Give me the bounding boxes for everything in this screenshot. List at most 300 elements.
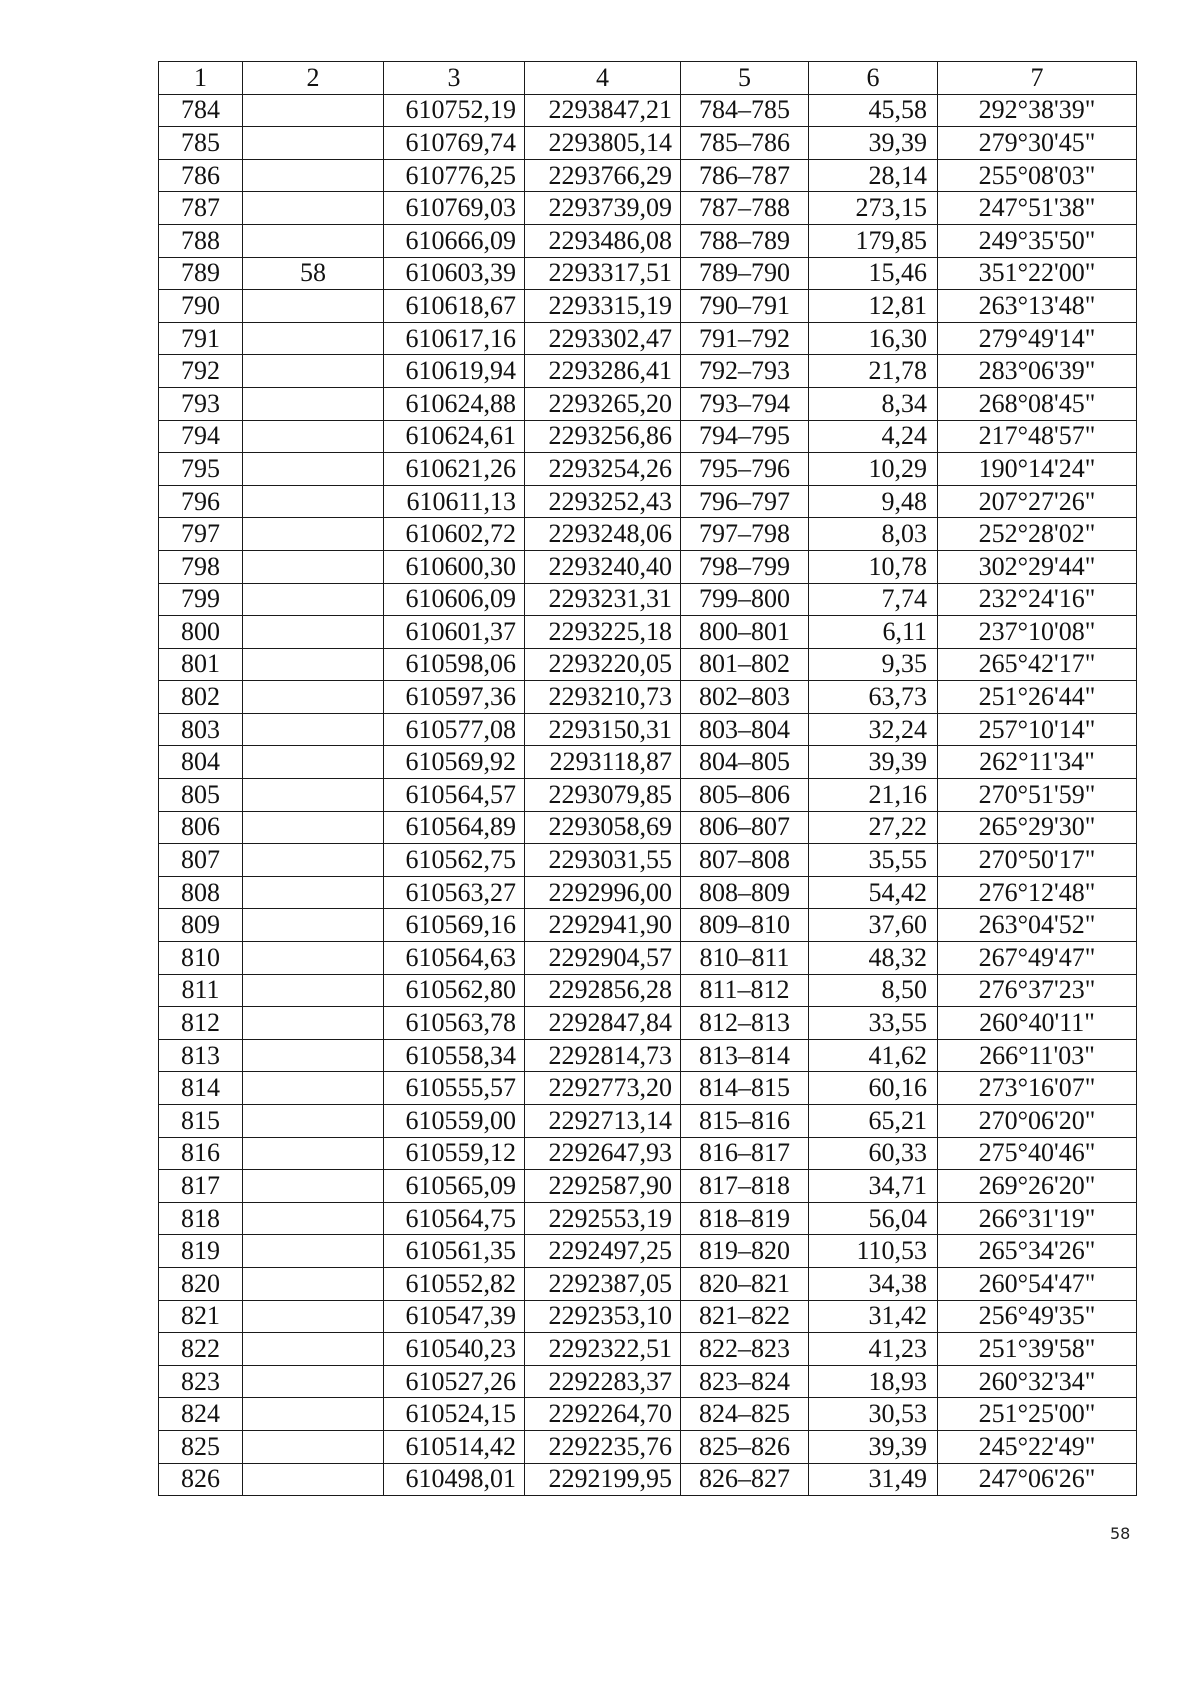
cell-coordinate-y: 2293252,43 (525, 485, 681, 518)
cell-line-segment: 802–803 (681, 681, 809, 714)
table-row (159, 713, 1137, 746)
cell-section-number (243, 942, 384, 975)
table-row (159, 257, 1137, 290)
cell-section-number (243, 1463, 384, 1496)
cell-bearing-angle: 302°29'44" (938, 550, 1137, 583)
cell-segment-length: 31,42 (809, 1300, 938, 1333)
table-row (159, 746, 1137, 779)
cell-bearing-angle: 265°29'30" (938, 811, 1137, 844)
cell-coordinate-x: 610776,25 (384, 159, 525, 192)
cell-segment-length: 35,55 (809, 844, 938, 877)
cell-bearing-angle: 256°49'35" (938, 1300, 1137, 1333)
cell-coordinate-y: 2292647,93 (525, 1137, 681, 1170)
column-header: 2 (243, 62, 384, 95)
cell-segment-length: 12,81 (809, 290, 938, 323)
cell-bearing-angle: 269°26'20" (938, 1170, 1137, 1203)
cell-section-number (243, 1430, 384, 1463)
cell-coordinate-x: 610611,13 (384, 485, 525, 518)
cell-coordinate-y: 2293254,26 (525, 453, 681, 486)
cell-point-number: 806 (159, 811, 243, 844)
cell-bearing-angle: 263°04'52" (938, 909, 1137, 942)
cell-segment-length: 39,39 (809, 127, 938, 160)
table-row (159, 1235, 1137, 1268)
cell-line-segment: 820–821 (681, 1267, 809, 1300)
cell-coordinate-x: 610621,26 (384, 453, 525, 486)
cell-bearing-angle: 260°32'34" (938, 1365, 1137, 1398)
cell-bearing-angle: 268°08'45" (938, 387, 1137, 420)
cell-coordinate-x: 610569,16 (384, 909, 525, 942)
cell-bearing-angle: 279°49'14" (938, 322, 1137, 355)
table-row (159, 94, 1137, 127)
cell-coordinate-y: 2293286,41 (525, 355, 681, 388)
cell-point-number: 789 (159, 257, 243, 290)
cell-bearing-angle: 255°08'03" (938, 159, 1137, 192)
cell-coordinate-x: 610666,09 (384, 224, 525, 257)
cell-coordinate-y: 2293220,05 (525, 648, 681, 681)
cell-coordinate-x: 610769,74 (384, 127, 525, 160)
cell-segment-length: 65,21 (809, 1105, 938, 1138)
cell-section-number (243, 779, 384, 812)
cell-segment-length: 48,32 (809, 942, 938, 975)
cell-point-number: 801 (159, 648, 243, 681)
cell-section-number (243, 876, 384, 909)
column-header: 4 (525, 62, 681, 95)
cell-bearing-angle: 267°49'47" (938, 942, 1137, 975)
cell-line-segment: 796–797 (681, 485, 809, 518)
cell-segment-length: 8,03 (809, 518, 938, 551)
cell-coordinate-x: 610577,08 (384, 713, 525, 746)
cell-section-number (243, 550, 384, 583)
cell-line-segment: 808–809 (681, 876, 809, 909)
cell-coordinate-y: 2293225,18 (525, 616, 681, 649)
cell-section-number (243, 192, 384, 225)
cell-coordinate-x: 610600,30 (384, 550, 525, 583)
cell-line-segment: 801–802 (681, 648, 809, 681)
cell-point-number: 798 (159, 550, 243, 583)
cell-point-number: 824 (159, 1398, 243, 1431)
cell-bearing-angle: 275°40'46" (938, 1137, 1137, 1170)
cell-section-number (243, 224, 384, 257)
cell-line-segment: 806–807 (681, 811, 809, 844)
column-header: 5 (681, 62, 809, 95)
cell-coordinate-y: 2293315,19 (525, 290, 681, 323)
table-row (159, 1430, 1137, 1463)
cell-point-number: 791 (159, 322, 243, 355)
cell-coordinate-y: 2293210,73 (525, 681, 681, 714)
cell-point-number: 802 (159, 681, 243, 714)
cell-segment-length: 34,38 (809, 1267, 938, 1300)
table-row (159, 322, 1137, 355)
cell-point-number: 803 (159, 713, 243, 746)
cell-section-number (243, 648, 384, 681)
cell-coordinate-y: 2292497,25 (525, 1235, 681, 1268)
cell-coordinate-x: 610555,57 (384, 1072, 525, 1105)
cell-coordinate-x: 610564,89 (384, 811, 525, 844)
table-row (159, 1333, 1137, 1366)
cell-bearing-angle: 237°10'08" (938, 616, 1137, 649)
cell-coordinate-x: 610624,61 (384, 420, 525, 453)
table-row (159, 1398, 1137, 1431)
cell-coordinate-x: 610619,94 (384, 355, 525, 388)
column-header: 6 (809, 62, 938, 95)
cell-coordinate-x: 610563,27 (384, 876, 525, 909)
cell-section-number (243, 1072, 384, 1105)
cell-coordinate-y: 2293231,31 (525, 583, 681, 616)
cell-segment-length: 8,34 (809, 387, 938, 420)
cell-section-number (243, 1235, 384, 1268)
table-row (159, 159, 1137, 192)
cell-segment-length: 34,71 (809, 1170, 938, 1203)
cell-bearing-angle: 273°16'07" (938, 1072, 1137, 1105)
cell-line-segment: 807–808 (681, 844, 809, 877)
table-row (159, 648, 1137, 681)
table-row (159, 1137, 1137, 1170)
cell-coordinate-y: 2293486,08 (525, 224, 681, 257)
cell-line-segment: 815–816 (681, 1105, 809, 1138)
cell-bearing-angle: 245°22'49" (938, 1430, 1137, 1463)
cell-section-number (243, 909, 384, 942)
cell-bearing-angle: 249°35'50" (938, 224, 1137, 257)
cell-point-number: 819 (159, 1235, 243, 1268)
cell-coordinate-y: 2292235,76 (525, 1430, 681, 1463)
cell-bearing-angle: 262°11'34" (938, 746, 1137, 779)
cell-section-number (243, 1137, 384, 1170)
cell-coordinate-x: 610565,09 (384, 1170, 525, 1203)
cell-point-number: 792 (159, 355, 243, 388)
cell-coordinate-x: 610752,19 (384, 94, 525, 127)
cell-line-segment: 788–789 (681, 224, 809, 257)
table-row (159, 192, 1137, 225)
cell-segment-length: 31,49 (809, 1463, 938, 1496)
cell-section-number (243, 355, 384, 388)
cell-segment-length: 63,73 (809, 681, 938, 714)
cell-section-number (243, 420, 384, 453)
cell-bearing-angle: 283°06'39" (938, 355, 1137, 388)
cell-coordinate-x: 610603,39 (384, 257, 525, 290)
cell-coordinate-x: 610514,42 (384, 1430, 525, 1463)
cell-point-number: 786 (159, 159, 243, 192)
cell-section-number (243, 322, 384, 355)
cell-coordinate-y: 2292283,37 (525, 1365, 681, 1398)
cell-bearing-angle: 251°26'44" (938, 681, 1137, 714)
cell-line-segment: 824–825 (681, 1398, 809, 1431)
cell-coordinate-x: 610562,75 (384, 844, 525, 877)
cell-segment-length: 60,16 (809, 1072, 938, 1105)
cell-bearing-angle: 276°37'23" (938, 974, 1137, 1007)
cell-segment-length: 54,42 (809, 876, 938, 909)
table-row (159, 942, 1137, 975)
cell-segment-length: 39,39 (809, 1430, 938, 1463)
table-row (159, 518, 1137, 551)
column-header: 7 (938, 62, 1137, 95)
cell-coordinate-x: 610564,57 (384, 779, 525, 812)
cell-section-number (243, 1039, 384, 1072)
cell-section-number (243, 94, 384, 127)
cell-point-number: 822 (159, 1333, 243, 1366)
column-header: 1 (159, 62, 243, 95)
cell-segment-length: 45,58 (809, 94, 938, 127)
table-row (159, 1039, 1137, 1072)
table-row (159, 1300, 1137, 1333)
cell-bearing-angle: 351°22'00" (938, 257, 1137, 290)
cell-line-segment: 812–813 (681, 1007, 809, 1040)
cell-line-segment: 823–824 (681, 1365, 809, 1398)
cell-point-number: 794 (159, 420, 243, 453)
cell-bearing-angle: 279°30'45" (938, 127, 1137, 160)
cell-line-segment: 821–822 (681, 1300, 809, 1333)
cell-coordinate-x: 610564,75 (384, 1202, 525, 1235)
table-row (159, 1170, 1137, 1203)
cell-coordinate-y: 2293317,51 (525, 257, 681, 290)
cell-coordinate-y: 2293739,09 (525, 192, 681, 225)
cell-coordinate-x: 610597,36 (384, 681, 525, 714)
cell-line-segment: 814–815 (681, 1072, 809, 1105)
cell-segment-length: 10,29 (809, 453, 938, 486)
cell-segment-length: 30,53 (809, 1398, 938, 1431)
cell-coordinate-y: 2293766,29 (525, 159, 681, 192)
table-row (159, 550, 1137, 583)
table-row (159, 583, 1137, 616)
column-header: 3 (384, 62, 525, 95)
cell-coordinate-y: 2293256,86 (525, 420, 681, 453)
cell-coordinate-x: 610559,00 (384, 1105, 525, 1138)
cell-segment-length: 16,30 (809, 322, 938, 355)
cell-section-number (243, 1170, 384, 1203)
cell-coordinate-x: 610606,09 (384, 583, 525, 616)
cell-section-number (243, 1300, 384, 1333)
cell-bearing-angle: 190°14'24" (938, 453, 1137, 486)
cell-segment-length: 6,11 (809, 616, 938, 649)
cell-coordinate-y: 2292553,19 (525, 1202, 681, 1235)
cell-coordinate-y: 2292387,05 (525, 1267, 681, 1300)
cell-line-segment: 810–811 (681, 942, 809, 975)
table-body (159, 62, 1137, 1496)
cell-bearing-angle: 232°24'16" (938, 583, 1137, 616)
cell-segment-length: 8,50 (809, 974, 938, 1007)
table-row (159, 453, 1137, 486)
cell-bearing-angle: 270°06'20" (938, 1105, 1137, 1138)
cell-coordinate-y: 2292847,84 (525, 1007, 681, 1040)
cell-line-segment: 819–820 (681, 1235, 809, 1268)
cell-coordinate-x: 610552,82 (384, 1267, 525, 1300)
cell-line-segment: 822–823 (681, 1333, 809, 1366)
cell-section-number (243, 453, 384, 486)
cell-coordinate-x: 610559,12 (384, 1137, 525, 1170)
cell-point-number: 787 (159, 192, 243, 225)
cell-point-number: 807 (159, 844, 243, 877)
cell-point-number: 814 (159, 1072, 243, 1105)
cell-line-segment: 803–804 (681, 713, 809, 746)
cell-coordinate-y: 2293079,85 (525, 779, 681, 812)
cell-segment-length: 9,35 (809, 648, 938, 681)
cell-section-number (243, 485, 384, 518)
cell-line-segment: 789–790 (681, 257, 809, 290)
cell-coordinate-y: 2293302,47 (525, 322, 681, 355)
table-row (159, 355, 1137, 388)
cell-segment-length: 273,15 (809, 192, 938, 225)
cell-coordinate-x: 610498,01 (384, 1463, 525, 1496)
cell-section-number (243, 974, 384, 1007)
cell-coordinate-y: 2293150,31 (525, 713, 681, 746)
table-row (159, 876, 1137, 909)
cell-bearing-angle: 251°25'00" (938, 1398, 1137, 1431)
cell-point-number: 784 (159, 94, 243, 127)
cell-coordinate-x: 610558,34 (384, 1039, 525, 1072)
cell-bearing-angle: 276°12'48" (938, 876, 1137, 909)
cell-coordinate-x: 610602,72 (384, 518, 525, 551)
cell-section-number (243, 159, 384, 192)
cell-segment-length: 27,22 (809, 811, 938, 844)
cell-point-number: 785 (159, 127, 243, 160)
cell-point-number: 795 (159, 453, 243, 486)
cell-line-segment: 784–785 (681, 94, 809, 127)
cell-point-number: 826 (159, 1463, 243, 1496)
cell-line-segment: 805–806 (681, 779, 809, 812)
cell-section-number (243, 1365, 384, 1398)
cell-line-segment: 799–800 (681, 583, 809, 616)
cell-line-segment: 800–801 (681, 616, 809, 649)
table-row (159, 779, 1137, 812)
cell-segment-length: 18,93 (809, 1365, 938, 1398)
cell-segment-length: 7,74 (809, 583, 938, 616)
cell-point-number: 800 (159, 616, 243, 649)
cell-coordinate-y: 2292773,20 (525, 1072, 681, 1105)
cell-coordinate-y: 2292322,51 (525, 1333, 681, 1366)
cell-section-number (243, 1202, 384, 1235)
table-row (159, 909, 1137, 942)
cell-point-number: 811 (159, 974, 243, 1007)
cell-coordinate-y: 2292199,95 (525, 1463, 681, 1496)
cell-coordinate-x: 610561,35 (384, 1235, 525, 1268)
cell-coordinate-y: 2293847,21 (525, 94, 681, 127)
cell-segment-length: 21,78 (809, 355, 938, 388)
cell-point-number: 816 (159, 1137, 243, 1170)
cell-line-segment: 811–812 (681, 974, 809, 1007)
coordinates-table-container (158, 61, 1136, 1496)
cell-point-number: 825 (159, 1430, 243, 1463)
cell-bearing-angle: 207°27'26" (938, 485, 1137, 518)
cell-bearing-angle: 247°51'38" (938, 192, 1137, 225)
cell-section-number (243, 290, 384, 323)
cell-point-number: 796 (159, 485, 243, 518)
table-row (159, 485, 1137, 518)
cell-section-number (243, 518, 384, 551)
cell-section-number (243, 616, 384, 649)
table-row (159, 1365, 1137, 1398)
cell-section-number (243, 1398, 384, 1431)
cell-coordinate-y: 2292904,57 (525, 942, 681, 975)
cell-point-number: 823 (159, 1365, 243, 1398)
cell-coordinate-x: 610598,06 (384, 648, 525, 681)
cell-coordinate-y: 2293031,55 (525, 844, 681, 877)
cell-coordinate-x: 610547,39 (384, 1300, 525, 1333)
cell-coordinate-y: 2292353,10 (525, 1300, 681, 1333)
cell-point-number: 817 (159, 1170, 243, 1203)
table-row (159, 616, 1137, 649)
cell-coordinate-x: 610601,37 (384, 616, 525, 649)
cell-coordinate-y: 2293805,14 (525, 127, 681, 160)
cell-section-number (243, 713, 384, 746)
cell-segment-length: 4,24 (809, 420, 938, 453)
cell-bearing-angle: 263°13'48" (938, 290, 1137, 323)
cell-point-number: 799 (159, 583, 243, 616)
table-row (159, 290, 1137, 323)
cell-section-number (243, 746, 384, 779)
table-row (159, 1202, 1137, 1235)
table-row (159, 224, 1137, 257)
cell-section-number (243, 681, 384, 714)
cell-point-number: 808 (159, 876, 243, 909)
cell-line-segment: 817–818 (681, 1170, 809, 1203)
cell-bearing-angle: 251°39'58" (938, 1333, 1137, 1366)
cell-coordinate-y: 2293118,87 (525, 746, 681, 779)
cell-line-segment: 798–799 (681, 550, 809, 583)
cell-line-segment: 804–805 (681, 746, 809, 779)
cell-section-number (243, 1267, 384, 1300)
cell-point-number: 812 (159, 1007, 243, 1040)
cell-segment-length: 32,24 (809, 713, 938, 746)
cell-section-number (243, 127, 384, 160)
cell-section-number: 58 (243, 257, 384, 290)
cell-segment-length: 179,85 (809, 224, 938, 257)
table-row (159, 1463, 1137, 1496)
cell-coordinate-y: 2292941,90 (525, 909, 681, 942)
table-row (159, 1007, 1137, 1040)
cell-line-segment: 818–819 (681, 1202, 809, 1235)
page-number: 58 (1110, 1524, 1131, 1543)
cell-segment-length: 39,39 (809, 746, 938, 779)
cell-line-segment: 787–788 (681, 192, 809, 225)
cell-coordinate-x: 610563,78 (384, 1007, 525, 1040)
cell-line-segment: 825–826 (681, 1430, 809, 1463)
table-row (159, 387, 1137, 420)
cell-point-number: 805 (159, 779, 243, 812)
cell-line-segment: 826–827 (681, 1463, 809, 1496)
cell-bearing-angle: 247°06'26" (938, 1463, 1137, 1496)
cell-line-segment: 816–817 (681, 1137, 809, 1170)
cell-coordinate-y: 2292996,00 (525, 876, 681, 909)
cell-point-number: 820 (159, 1267, 243, 1300)
cell-point-number: 818 (159, 1202, 243, 1235)
cell-bearing-angle: 252°28'02" (938, 518, 1137, 551)
cell-point-number: 793 (159, 387, 243, 420)
cell-line-segment: 813–814 (681, 1039, 809, 1072)
cell-bearing-angle: 265°42'17" (938, 648, 1137, 681)
cell-coordinate-x: 610624,88 (384, 387, 525, 420)
table-row (159, 1072, 1137, 1105)
cell-coordinate-y: 2292713,14 (525, 1105, 681, 1138)
cell-segment-length: 21,16 (809, 779, 938, 812)
cell-line-segment: 797–798 (681, 518, 809, 551)
cell-point-number: 797 (159, 518, 243, 551)
table-row (159, 681, 1137, 714)
table-row (159, 1267, 1137, 1300)
cell-coordinate-y: 2293265,20 (525, 387, 681, 420)
cell-line-segment: 809–810 (681, 909, 809, 942)
cell-coordinate-y: 2292856,28 (525, 974, 681, 1007)
cell-coordinate-x: 610569,92 (384, 746, 525, 779)
cell-section-number (243, 1333, 384, 1366)
cell-line-segment: 791–792 (681, 322, 809, 355)
cell-segment-length: 60,33 (809, 1137, 938, 1170)
cell-line-segment: 785–786 (681, 127, 809, 160)
cell-point-number: 821 (159, 1300, 243, 1333)
cell-coordinate-x: 610562,80 (384, 974, 525, 1007)
table-row (159, 974, 1137, 1007)
cell-segment-length: 110,53 (809, 1235, 938, 1268)
cell-line-segment: 792–793 (681, 355, 809, 388)
cell-line-segment: 786–787 (681, 159, 809, 192)
